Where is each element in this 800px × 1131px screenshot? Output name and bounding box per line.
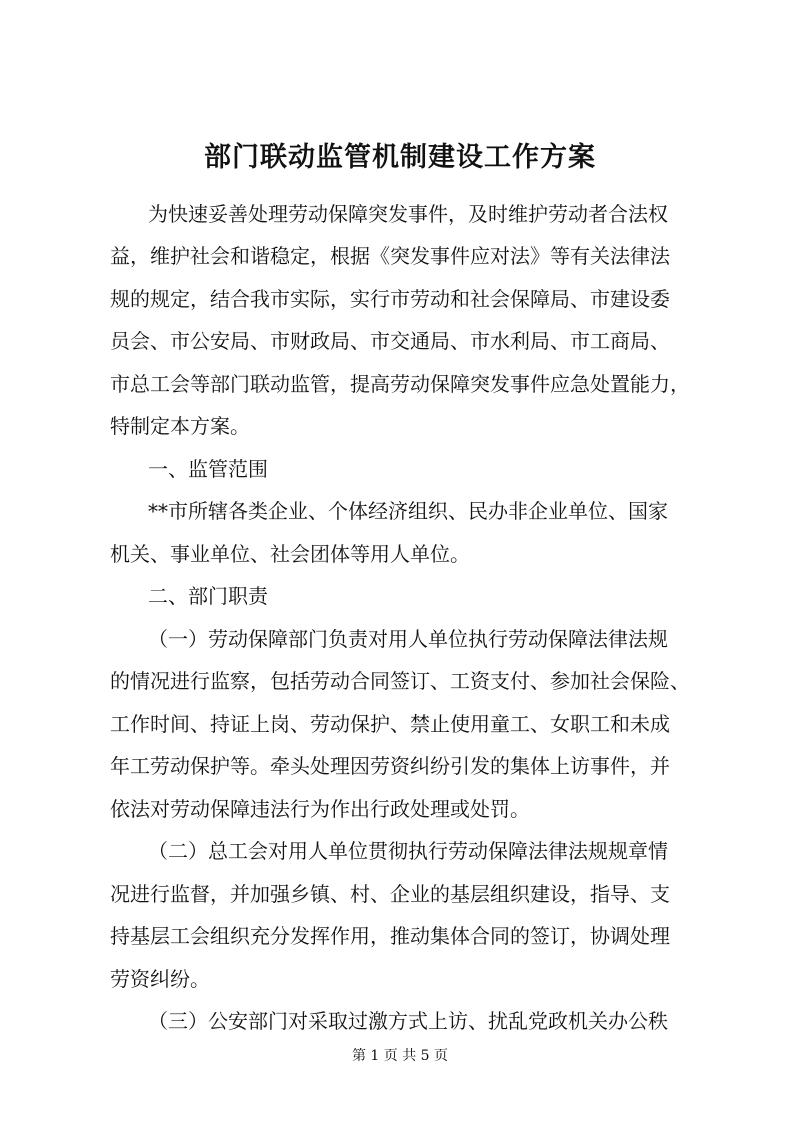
paragraph-line: 劳资纠纷。 [110, 967, 210, 991]
document-title: 部门联动监管机制建设工作方案 [204, 142, 596, 173]
paragraph-line: 为快速妥善处理劳动保障突发事件，及时维护劳动者合法权 [148, 202, 668, 226]
paragraph-line: 工作时间、持证上岗、劳动保护、禁止使用童工、女职工和未成 [110, 712, 670, 736]
paragraph-line: （一）劳动保障部门负责对用人单位执行劳动保障法律法规 [148, 627, 668, 651]
paragraph-line: 益，维护社会和谐稳定，根据《突发事件应对法》等有关法律法 [110, 244, 670, 268]
section-heading: 二、部门职责 [148, 584, 268, 608]
paragraph-line: （二）总工会对用人单位贯彻执行劳动保障法律法规规章情 [148, 839, 668, 863]
paragraph-line: 况进行监督，并加强乡镇、村、企业的基层组织建设，指导、支 [110, 882, 670, 906]
paragraph-line: 持基层工会组织充分发挥作用，推动集体合同的签订，协调处理 [110, 924, 670, 948]
paragraph-line: 机关、事业单位、社会团体等用人单位。 [110, 542, 470, 566]
paragraph-line: 员会、市公安局、市财政局、市交通局、市水利局、市工商局、 [110, 329, 670, 353]
paragraph-line: **市所辖各类企业、个体经济组织、民办非企业单位、国家 [148, 499, 668, 523]
paragraph-line: 的情况进行监察，包括劳动合同签订、工资支付、参加社会保险、 [110, 669, 690, 693]
section-heading: 一、监管范围 [148, 457, 268, 481]
paragraph-line: 年工劳动保护等。牵头处理因劳资纠纷引发的集体上访事件，并 [110, 754, 670, 778]
paragraph-line: 依法对劳动保障违法行为作出行政处理或处罚。 [110, 797, 530, 821]
paragraph-line: 规的规定，结合我市实际，实行市劳动和社会保障局、市建设委 [110, 287, 670, 311]
page-number-footer: 第 1 页 共 5 页 [351, 1048, 449, 1064]
paragraph-line: 特制定本方案。 [110, 414, 250, 438]
paragraph-line: （三）公安部门对采取过激方式上访、扰乱党政机关办公秩 [148, 1009, 668, 1033]
paragraph-line: 市总工会等部门联动监管，提高劳动保障突发事件应急处置能力， [110, 372, 690, 396]
